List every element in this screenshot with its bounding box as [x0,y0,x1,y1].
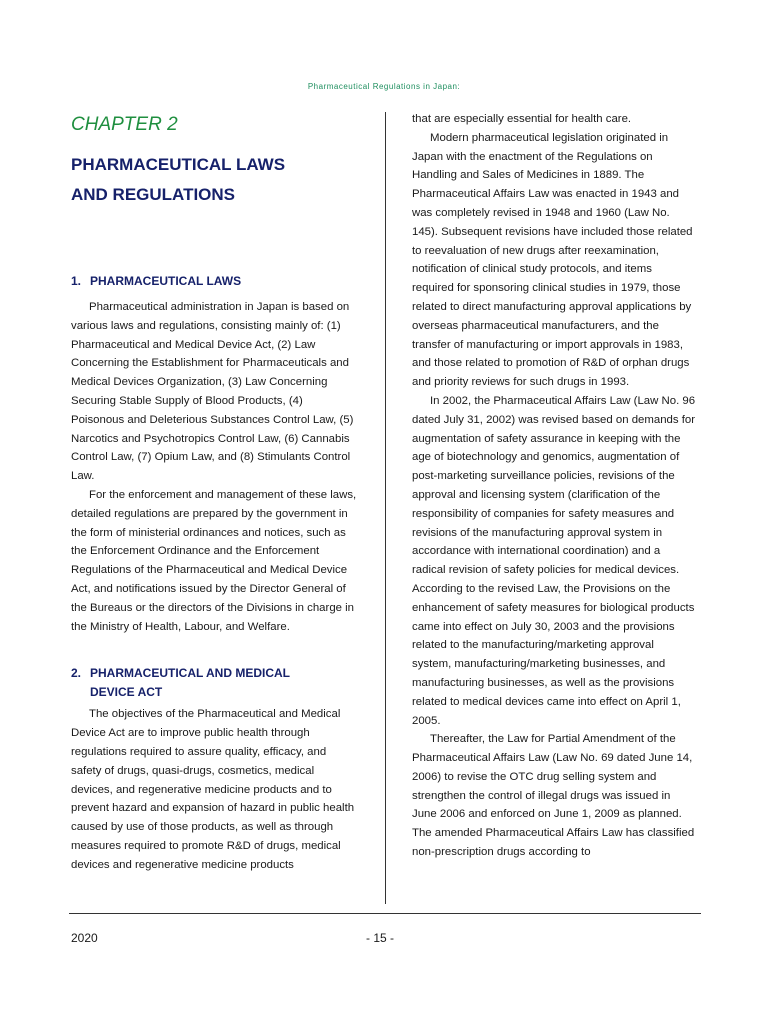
amendment-2006-paragraph: Thereafter, the Law for Partial Amendment of the Pharmaceutical Affairs Law (Law No. 69 dated June 14, 2006) to revise the OTC drug selling system and strengthen the control of illegal drugs was issued in June 2006 and enforced on June 1, 2009 as planned. The amended Pharmaceutical Affairs Law has classified non-prescription drugs according to [412,733,695,859]
section-1-title: PHARMACEUTICAL LAWS [90,274,242,288]
section-1-number: 1. [71,274,82,288]
chapter-label: CHAPTER 2 [71,114,178,135]
section-1-paragraph: Pharmaceutical administration in Japan is based on various laws and regulations, consisting mainly of: (1) Pharmaceutical and Medical Device Act, (2) Law Concerning the Establishment for Pharmaceuticals and Medical Devices Organization, (3) Law Concerning Securing Stable Supply of Blood Products, (4) Poisonous and Deleterious Substances Control Law, (5) Narcotics and Psychotropics Control Law, (6) Cannabis Control Law, (7) Opium Law, and (8) Stimulants Control Law. [71,301,354,483]
chapter-title-line-1: PHARMACEUTICAL LAWS [71,155,286,174]
right-column [412,110,696,862]
page-number: - 15 - [366,931,395,945]
continuation-text: that are especially essential for health care. [412,113,632,125]
section-2-title-line-2: DEVICE ACT [90,685,163,700]
column-divider [385,112,386,904]
revision-2002-paragraph: In 2002, the Pharmaceutical Affairs Law (Law No. 96 dated July 31, 2002) was revised based on demands for augmentation of safety assurance in keeping with the age of biotechnology and genomics, augmentation of post-marketing surveillance policies, revisions of the approval and licensing system (clarification of the responsibility of companies for safety measures and revisions of the manufacturing approval system in accordance with international coordination) and a radical revision of safety policies for medical devices. According to the revised Law, the Provisions on the enhancement of safety measures for biological products came into effect on July 30, 2003 and the provisions related to the manufacturing/marketing approval system, manufacturing/marketing businesses, and manufacturing businesses, as well as the provisions related to medical devices came into effect on April 1, 2005. [412,394,696,727]
chapter-title-line-2: AND REGULATIONS [71,185,236,204]
section-2-number: 2. [71,666,82,681]
footer-rule [69,913,701,914]
history-paragraph: Modern pharmaceutical legislation originated in Japan with the enactment of the Regulations on Handling and Sales of Medicines in 1889. The Pharmaceutical Affairs Law was enacted in 1943 and was completely revised in 1948 and 1960 (Law No. 145). Subsequent revisions have included those related to reevaluation of new drugs after reexamination, notification of clinical study protocols, and items required for sponsoring clinical studies in 1979, those related to direct manufacturing approval applications by overseas pharmaceutical manufacturers, and the transfer of manufacturing or import approvals in 1983, and those related to promotion of R&D of orphan drugs and priority reviews for such drugs in 1993. [412,131,693,389]
section-2-heading [71,664,357,702]
footer-year: 2020 [71,931,98,945]
section-2-title-line-1: PHARMACEUTICAL AND MEDICAL [90,666,290,681]
section-2-paragraph: The objectives of the Pharmaceutical and Medical Device Act are to improve public health through regulations required to assure quality, efficacy, and safety of drugs, quasi-drugs, cosmetics, medical devices, and regenerative medicine products and to prevent hazard and expansion of hazard in public health caused by use of those products, as well as through measures required to promote R&D of drugs, medical devices and regenerative medicine products [71,708,355,871]
section-1-heading [71,272,357,291]
left-column [71,110,357,875]
running-header: Pharmaceutical Regulations in Japan: [307,82,461,91]
section-1-paragraph: For the enforcement and management of these laws, detailed regulations are prepared by the government in the form of ministerial ordinances and notices, such as the Enforcement Ordinance and the Enforcement Regulations of the Pharmaceutical and Medical Device Act, and notifications issued by the Director General of the Bureaus or the directors of the Divisions in charge in the Ministry of Health, Labour, and Welfare. [71,488,357,633]
